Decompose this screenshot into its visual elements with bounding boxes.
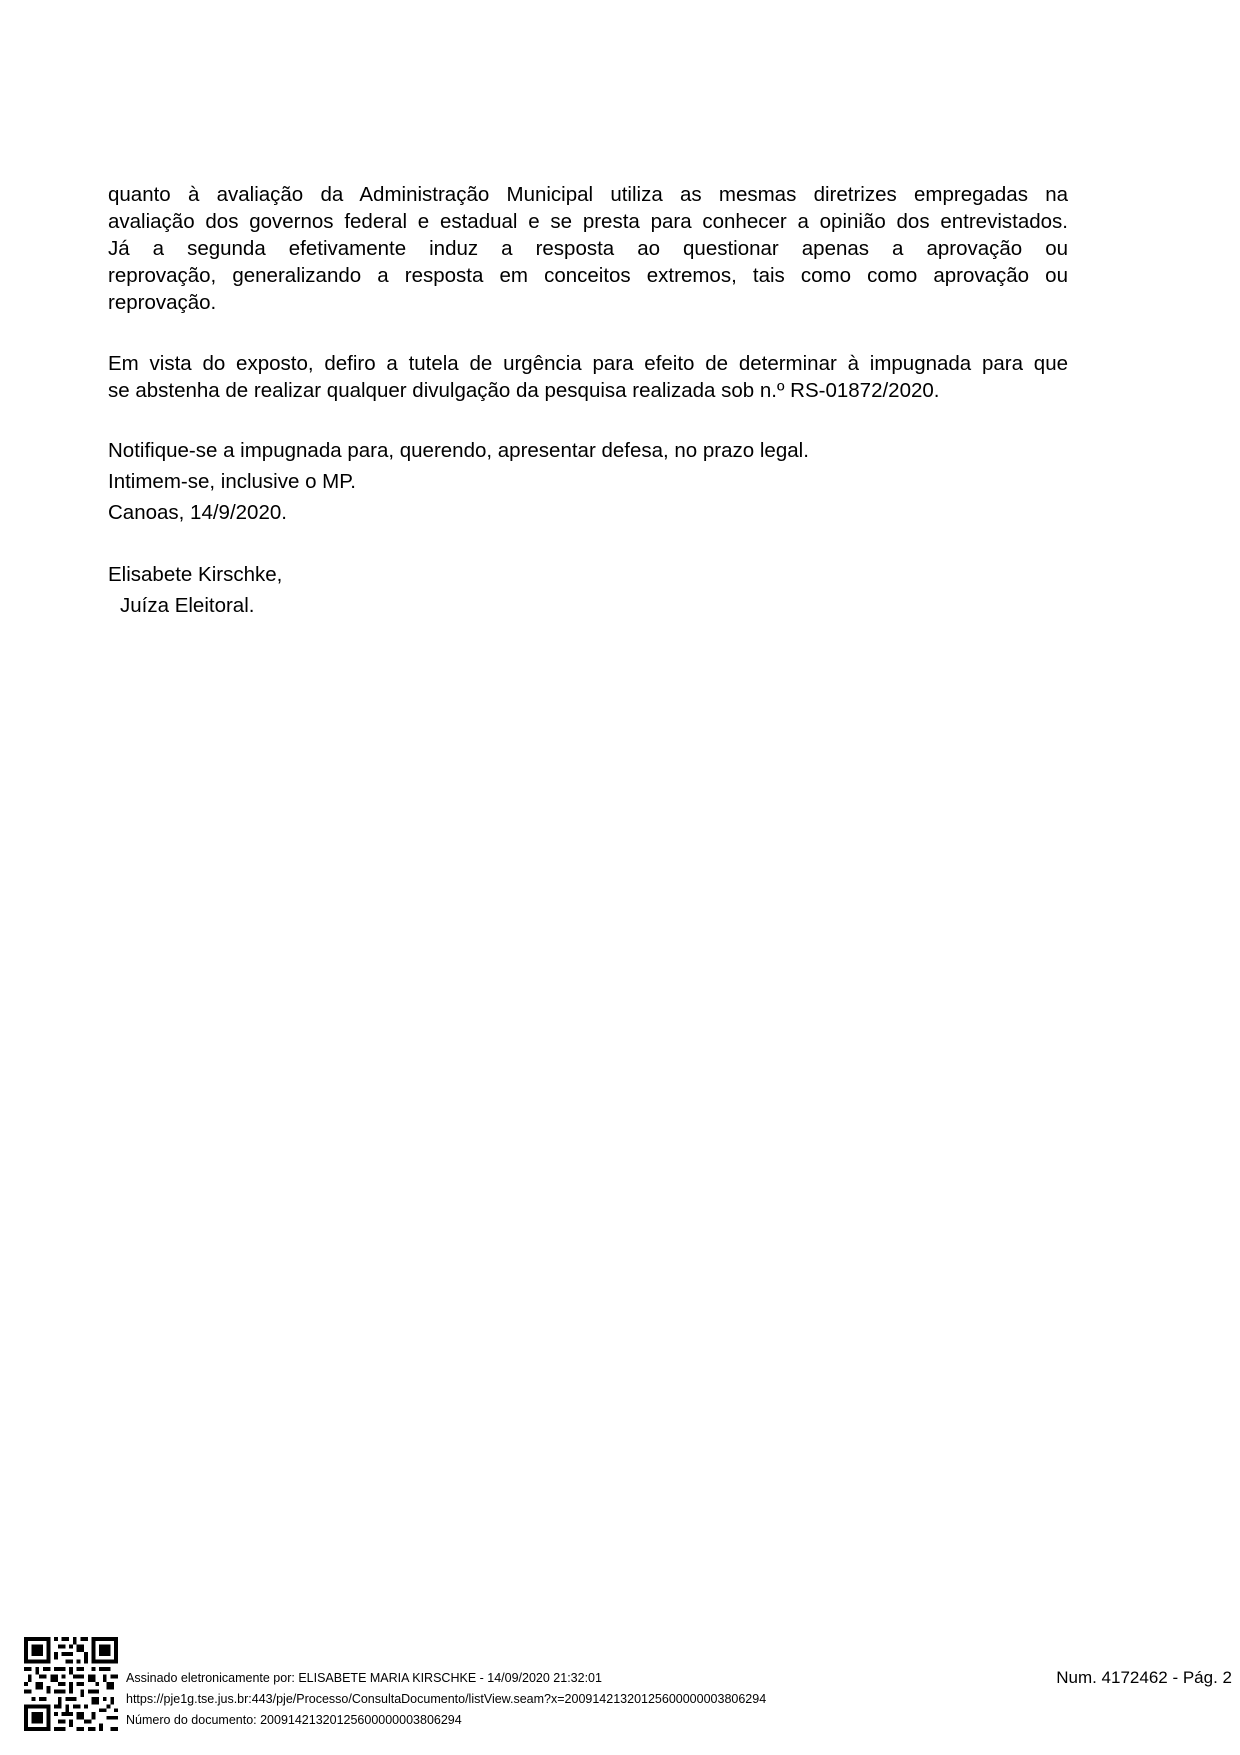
- footer-document-url[interactable]: https://pje1g.tse.jus.br:443/pje/Processo/ConsultaDocumento/listView.seam?x=20091421320125600000003806294: [126, 1692, 767, 1706]
- footer-signature-info: Assinado eletronicamente por: ELISABETE MARIA KIRSCHKE - 14/09/2020 21:32:01: [126, 1671, 602, 1685]
- footer-document-number: Número do documento: 20091421320125600000003806294: [126, 1713, 462, 1727]
- paragraph-line: Já a segunda efetivamente induz a resposta ao questionar apenas a aprovação ou: [108, 237, 1068, 260]
- paragraph-line: Em vista do exposto, defiro a tutela de urgência para efeito de determinar à impugnada para que: [108, 352, 1068, 375]
- paragraph-line: se abstenha de realizar qualquer divulgação da pesquisa realizada sob n.º RS-01872/2020.: [108, 379, 940, 402]
- paragraph-line: avaliação dos governos federal e estadual e se presta para conhecer a opinião dos entrevistados.: [108, 210, 1068, 233]
- notification-line: Notifique-se a impugnada para, querendo, apresentar defesa, no prazo legal.: [108, 439, 809, 462]
- signer-role: Juíza Eleitoral.: [120, 594, 255, 617]
- paragraph-line: reprovação, generalizando a resposta em conceitos extremos, tais como como aprovação ou: [108, 264, 1068, 287]
- paragraph-line: quanto à avaliação da Administração Municipal utiliza as mesmas diretrizes empregadas na: [108, 183, 1068, 206]
- city-date-line: Canoas, 14/9/2020.: [108, 501, 287, 524]
- signer-name: Elisabete Kirschke,: [108, 563, 283, 586]
- page-reference: Num. 4172462 - Pág. 2: [1056, 1668, 1232, 1687]
- paragraph-line: reprovação.: [108, 291, 217, 314]
- paragraph-decision: [108, 350, 1068, 404]
- qr-code-icon: [24, 1637, 118, 1731]
- paragraph-assessment: [108, 181, 1068, 316]
- summons-line: Intimem-se, inclusive o MP.: [108, 470, 356, 493]
